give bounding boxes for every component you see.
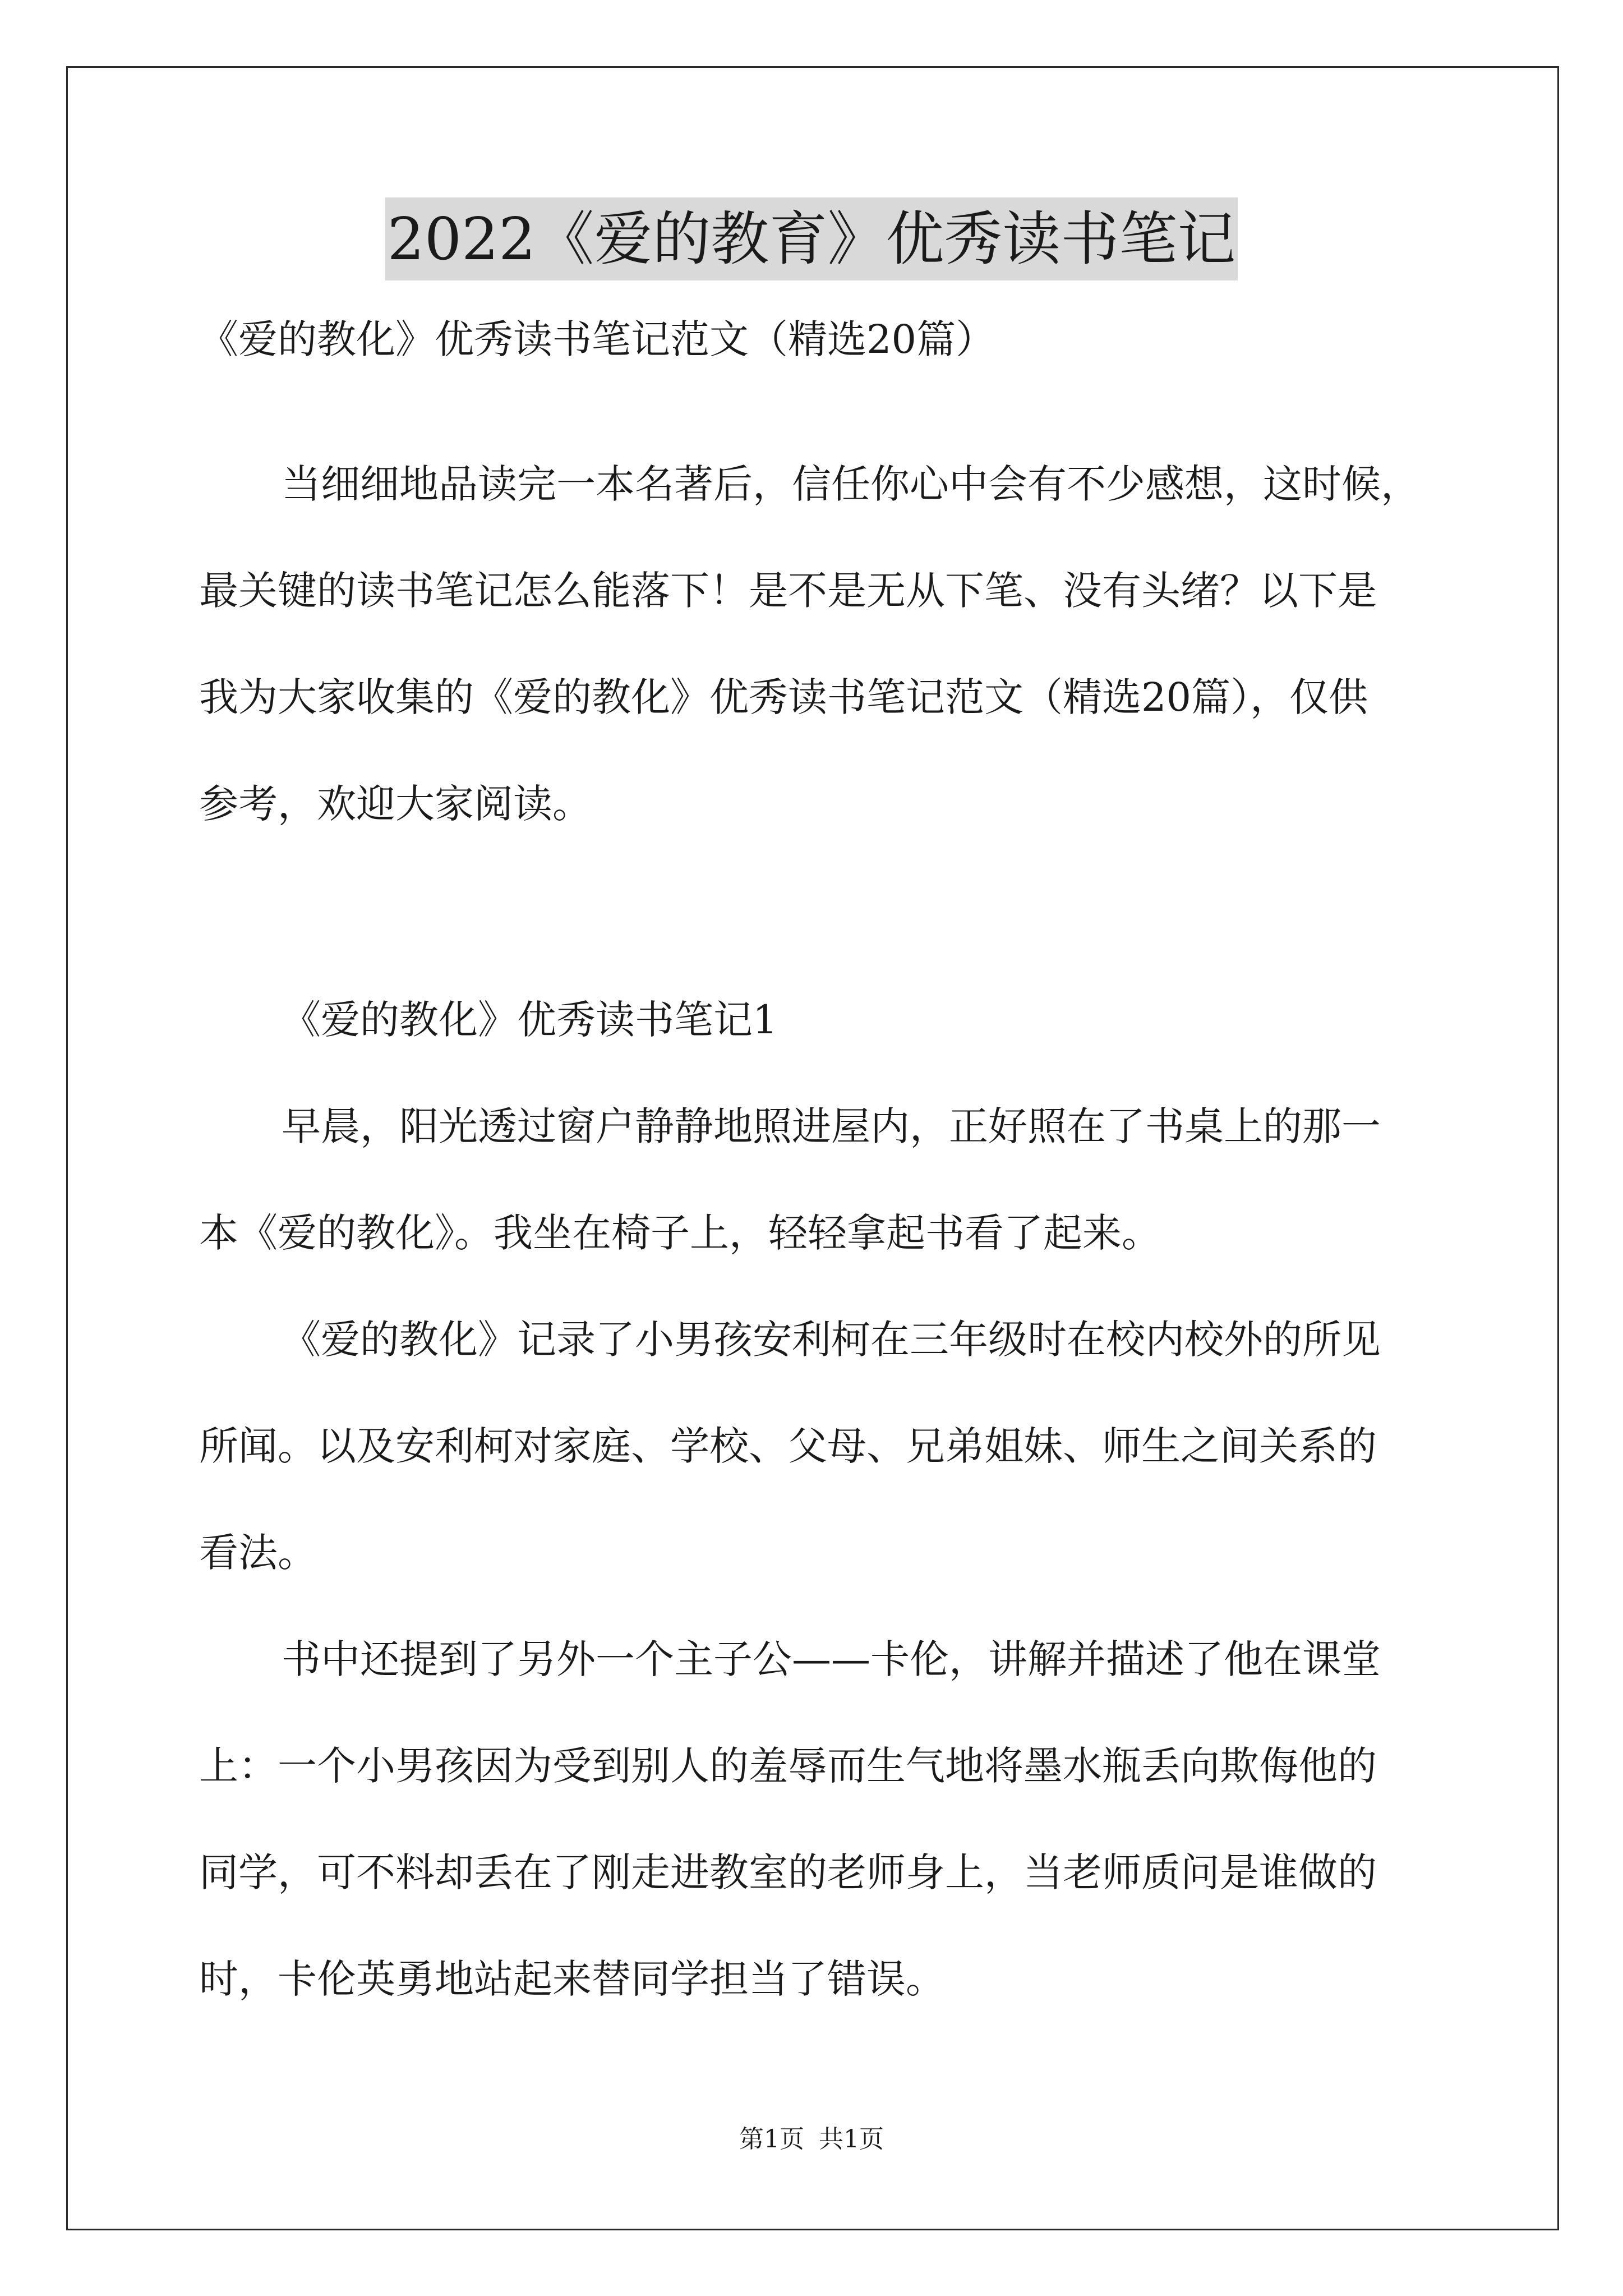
- intro-line: 最关键的读书笔记怎么能落下！是不是无从下笔、没有头绪？以下是: [199, 568, 1377, 614]
- paragraph-line: 时，卡伦英勇地站起来替同学担当了错误。: [199, 1956, 945, 2002]
- title-wrap: [0, 197, 1623, 280]
- paragraph-line: 《爱的教化》记录了小男孩安利柯在三年级时在校内校外的所见: [282, 1317, 1381, 1363]
- paragraph-line: 所闻。以及安利柯对家庭、学校、父母、兄弟姐妹、师生之间关系的: [199, 1423, 1377, 1469]
- section-heading: 《爱的教化》优秀读书笔记1: [282, 997, 778, 1043]
- paragraph-line: 书中还提到了另外一个主子公——卡伦，讲解并描述了他在课堂: [282, 1636, 1381, 1682]
- document-subtitle: 《爱的教化》优秀读书笔记范文（精选20篇）: [199, 316, 995, 362]
- page-footer: [0, 2123, 1623, 2156]
- paragraph-line: 本《爱的教化》。我坐在椅子上，轻轻拿起书看了起来。: [199, 1210, 1161, 1256]
- page-number-total: 共1页: [819, 2125, 884, 2154]
- paragraph-line: 上：一个小男孩因为受到别人的羞辱而生气地将墨水瓶丢向欺侮他的: [199, 1743, 1377, 1789]
- intro-line: 我为大家收集的《爱的教化》优秀读书笔记范文（精选20篇），仅供: [199, 674, 1368, 720]
- intro-line: 当细细地品读完一本名著后，信任你心中会有不少感想，这时候，: [282, 461, 1420, 507]
- paragraph-line: 看法。: [199, 1530, 317, 1576]
- intro-line: 参考，欢迎大家阅读。: [199, 781, 592, 827]
- paragraph-line: 早晨，阳光透过窗户静静地照进屋内，正好照在了书桌上的那一: [282, 1103, 1381, 1149]
- document-title: 2022《爱的教育》优秀读书笔记: [385, 197, 1238, 280]
- page-number-current: 第1页: [739, 2125, 804, 2154]
- paragraph-line: 同学，可不料却丢在了刚走进教室的老师身上，当老师质问是谁做的: [199, 1849, 1377, 1895]
